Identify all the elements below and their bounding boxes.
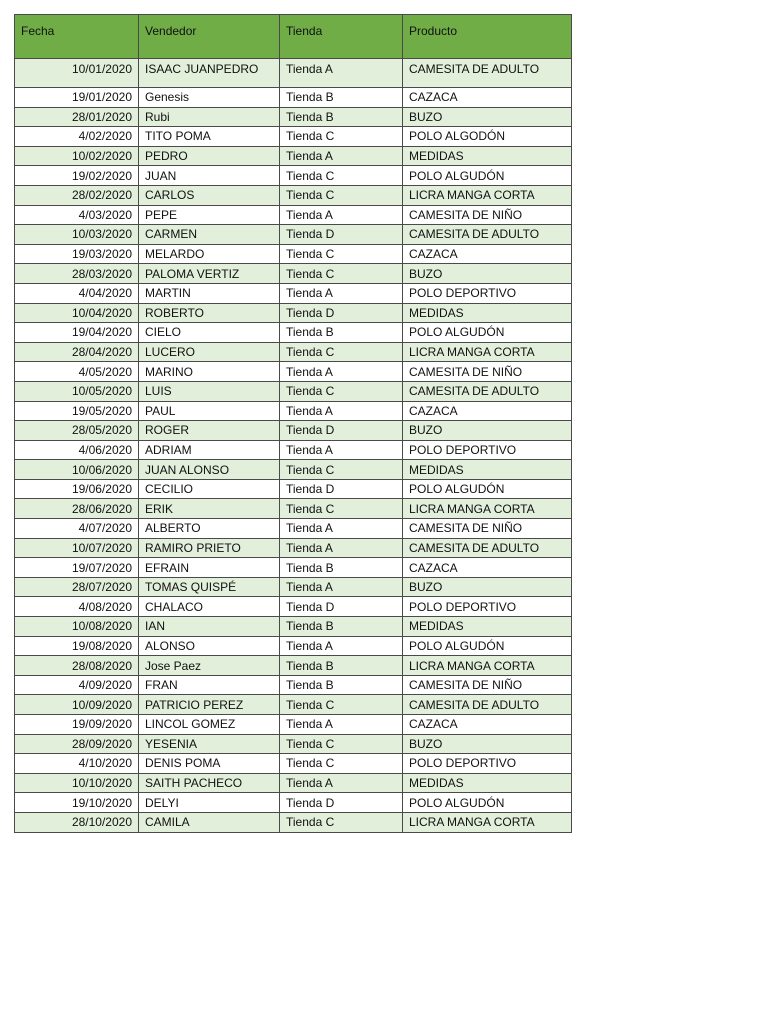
table-row xyxy=(15,754,572,774)
cell-producto[interactable]: POLO DEPORTIVO xyxy=(403,283,572,303)
cell-vendedor[interactable]: TITO POMA xyxy=(139,127,280,147)
table-row xyxy=(15,88,572,108)
cell-vendedor[interactable]: ADRIAM xyxy=(139,440,280,460)
cell-fecha[interactable]: 4/04/2020 xyxy=(15,283,139,303)
cell-tienda[interactable]: Tienda A xyxy=(280,440,403,460)
cell-vendedor[interactable]: ROGER xyxy=(139,421,280,441)
cell-vendedor[interactable]: CARMEN xyxy=(139,225,280,245)
cell-producto[interactable]: POLO ALGUDÓN xyxy=(403,479,572,499)
cell-fecha[interactable]: 28/08/2020 xyxy=(15,656,139,676)
cell-vendedor[interactable]: ALONSO xyxy=(139,636,280,656)
cell-producto[interactable]: CAMESITA DE ADULTO xyxy=(403,695,572,715)
cell-tienda[interactable]: Tienda C xyxy=(280,185,403,205)
cell-producto[interactable]: BUZO xyxy=(403,577,572,597)
table-row xyxy=(15,793,572,813)
cell-fecha[interactable]: 19/01/2020 xyxy=(15,88,139,108)
table-row xyxy=(15,675,572,695)
cell-tienda[interactable]: Tienda C xyxy=(280,734,403,754)
cell-fecha[interactable]: 4/07/2020 xyxy=(15,519,139,539)
table-row xyxy=(15,401,572,421)
cell-tienda[interactable]: Tienda B xyxy=(280,656,403,676)
cell-tienda[interactable]: Tienda A xyxy=(280,636,403,656)
cell-producto[interactable]: BUZO xyxy=(403,107,572,127)
cell-producto[interactable]: POLO ALGUDÓN xyxy=(403,323,572,343)
cell-vendedor[interactable]: ISAAC JUANPEDRO xyxy=(139,59,280,88)
cell-tienda[interactable]: Tienda C xyxy=(280,460,403,480)
cell-tienda[interactable]: Tienda C xyxy=(280,342,403,362)
table-row xyxy=(15,499,572,519)
table-row xyxy=(15,381,572,401)
cell-tienda[interactable]: Tienda D xyxy=(280,793,403,813)
cell-fecha[interactable]: 10/01/2020 xyxy=(15,59,139,88)
cell-tienda[interactable]: Tienda A xyxy=(280,519,403,539)
cell-producto[interactable]: CAMESITA DE NIÑO xyxy=(403,205,572,225)
cell-vendedor[interactable]: PEPE xyxy=(139,205,280,225)
cell-tienda[interactable]: Tienda C xyxy=(280,127,403,147)
table-row xyxy=(15,656,572,676)
table-row xyxy=(15,421,572,441)
cell-producto[interactable]: CAZACA xyxy=(403,244,572,264)
cell-vendedor[interactable]: CARLOS xyxy=(139,185,280,205)
cell-vendedor[interactable]: SAITH PACHECO xyxy=(139,773,280,793)
table-row xyxy=(15,323,572,343)
table-row xyxy=(15,264,572,284)
cell-producto[interactable]: CAZACA xyxy=(403,401,572,421)
cell-fecha[interactable]: 19/09/2020 xyxy=(15,715,139,735)
cell-fecha[interactable]: 10/09/2020 xyxy=(15,695,139,715)
cell-fecha[interactable]: 28/06/2020 xyxy=(15,499,139,519)
cell-producto[interactable]: CAZACA xyxy=(403,558,572,578)
table-row xyxy=(15,734,572,754)
cell-fecha[interactable]: 19/04/2020 xyxy=(15,323,139,343)
cell-producto[interactable]: MEDIDAS xyxy=(403,146,572,166)
table-row xyxy=(15,577,572,597)
cell-tienda[interactable]: Tienda A xyxy=(280,538,403,558)
cell-vendedor[interactable]: CAMILA xyxy=(139,812,280,832)
cell-vendedor[interactable]: ALBERTO xyxy=(139,519,280,539)
cell-fecha[interactable]: 19/05/2020 xyxy=(15,401,139,421)
cell-fecha[interactable]: 19/03/2020 xyxy=(15,244,139,264)
cell-fecha[interactable]: 28/05/2020 xyxy=(15,421,139,441)
cell-producto[interactable]: CAMESITA DE NIÑO xyxy=(403,519,572,539)
cell-fecha[interactable]: 19/02/2020 xyxy=(15,166,139,186)
table-row xyxy=(15,225,572,245)
cell-tienda[interactable]: Tienda B xyxy=(280,617,403,637)
table-row xyxy=(15,715,572,735)
cell-vendedor[interactable]: LUIS xyxy=(139,381,280,401)
cell-producto[interactable]: CAMESITA DE NIÑO xyxy=(403,675,572,695)
cell-fecha[interactable]: 28/04/2020 xyxy=(15,342,139,362)
cell-producto[interactable]: LICRA MANGA CORTA xyxy=(403,342,572,362)
cell-tienda[interactable]: Tienda C xyxy=(280,812,403,832)
table-row xyxy=(15,185,572,205)
cell-producto[interactable]: CAMESITA DE ADULTO xyxy=(403,381,572,401)
cell-tienda[interactable]: Tienda D xyxy=(280,303,403,323)
cell-vendedor[interactable]: EFRAIN xyxy=(139,558,280,578)
cell-fecha[interactable]: 19/10/2020 xyxy=(15,793,139,813)
cell-vendedor[interactable]: Rubi xyxy=(139,107,280,127)
table-row xyxy=(15,636,572,656)
sales-table xyxy=(14,14,572,833)
cell-tienda[interactable]: Tienda A xyxy=(280,577,403,597)
cell-vendedor[interactable]: TOMAS QUISPÉ xyxy=(139,577,280,597)
cell-tienda[interactable]: Tienda C xyxy=(280,264,403,284)
cell-producto[interactable]: POLO DEPORTIVO xyxy=(403,754,572,774)
cell-producto[interactable]: MEDIDAS xyxy=(403,303,572,323)
cell-vendedor[interactable]: CECILIO xyxy=(139,479,280,499)
table-body xyxy=(15,59,572,833)
cell-fecha[interactable]: 4/10/2020 xyxy=(15,754,139,774)
cell-vendedor[interactable]: MARTIN xyxy=(139,283,280,303)
cell-fecha[interactable]: 19/06/2020 xyxy=(15,479,139,499)
table-row xyxy=(15,558,572,578)
header-row xyxy=(15,15,572,59)
table-row xyxy=(15,244,572,264)
cell-producto[interactable]: LICRA MANGA CORTA xyxy=(403,499,572,519)
cell-tienda[interactable]: Tienda C xyxy=(280,166,403,186)
cell-producto[interactable]: LICRA MANGA CORTA xyxy=(403,656,572,676)
cell-producto[interactable]: BUZO xyxy=(403,264,572,284)
cell-fecha[interactable]: 4/08/2020 xyxy=(15,597,139,617)
cell-tienda[interactable]: Tienda B xyxy=(280,107,403,127)
table-row xyxy=(15,205,572,225)
cell-fecha[interactable]: 28/09/2020 xyxy=(15,734,139,754)
cell-vendedor[interactable]: IAN xyxy=(139,617,280,637)
cell-fecha[interactable]: 10/10/2020 xyxy=(15,773,139,793)
cell-vendedor[interactable]: ERIK xyxy=(139,499,280,519)
cell-producto[interactable]: LICRA MANGA CORTA xyxy=(403,812,572,832)
cell-tienda[interactable]: Tienda A xyxy=(280,205,403,225)
header-tienda[interactable]: Tienda xyxy=(280,15,403,59)
table-row xyxy=(15,303,572,323)
table-row xyxy=(15,597,572,617)
cell-tienda[interactable]: Tienda D xyxy=(280,597,403,617)
table-row xyxy=(15,127,572,147)
table-row xyxy=(15,440,572,460)
cell-producto[interactable]: MEDIDAS xyxy=(403,773,572,793)
table-row xyxy=(15,283,572,303)
cell-tienda[interactable]: Tienda B xyxy=(280,323,403,343)
cell-fecha[interactable]: 4/09/2020 xyxy=(15,675,139,695)
cell-tienda[interactable]: Tienda C xyxy=(280,754,403,774)
cell-fecha[interactable]: 10/04/2020 xyxy=(15,303,139,323)
cell-fecha[interactable]: 4/06/2020 xyxy=(15,440,139,460)
cell-fecha[interactable]: 28/07/2020 xyxy=(15,577,139,597)
cell-vendedor[interactable]: YESENIA xyxy=(139,734,280,754)
cell-vendedor[interactable]: JUAN ALONSO xyxy=(139,460,280,480)
cell-tienda[interactable]: Tienda A xyxy=(280,773,403,793)
table-row xyxy=(15,107,572,127)
cell-fecha[interactable]: 10/02/2020 xyxy=(15,146,139,166)
cell-vendedor[interactable]: DENIS POMA xyxy=(139,754,280,774)
table-row xyxy=(15,362,572,382)
cell-vendedor[interactable]: PAUL xyxy=(139,401,280,421)
cell-tienda[interactable]: Tienda C xyxy=(280,695,403,715)
header-producto[interactable]: Producto xyxy=(403,15,572,59)
cell-vendedor[interactable]: Jose Paez xyxy=(139,656,280,676)
cell-fecha[interactable]: 28/01/2020 xyxy=(15,107,139,127)
table-row xyxy=(15,695,572,715)
cell-vendedor[interactable]: LUCERO xyxy=(139,342,280,362)
cell-fecha[interactable]: 28/10/2020 xyxy=(15,812,139,832)
table-row xyxy=(15,166,572,186)
cell-tienda[interactable]: Tienda C xyxy=(280,381,403,401)
cell-fecha[interactable]: 4/03/2020 xyxy=(15,205,139,225)
cell-tienda[interactable]: Tienda B xyxy=(280,88,403,108)
table-row xyxy=(15,773,572,793)
table-row xyxy=(15,479,572,499)
cell-producto[interactable]: BUZO xyxy=(403,734,572,754)
cell-fecha[interactable]: 28/02/2020 xyxy=(15,185,139,205)
table-row xyxy=(15,146,572,166)
cell-vendedor[interactable]: MELARDO xyxy=(139,244,280,264)
cell-vendedor[interactable]: FRAN xyxy=(139,675,280,695)
cell-tienda[interactable]: Tienda A xyxy=(280,715,403,735)
cell-vendedor[interactable]: PALOMA VERTIZ xyxy=(139,264,280,284)
cell-fecha[interactable]: 10/03/2020 xyxy=(15,225,139,245)
cell-fecha[interactable]: 10/05/2020 xyxy=(15,381,139,401)
cell-vendedor[interactable]: RAMIRO PRIETO xyxy=(139,538,280,558)
cell-vendedor[interactable]: PATRICIO PEREZ xyxy=(139,695,280,715)
cell-tienda[interactable]: Tienda A xyxy=(280,59,403,88)
cell-fecha[interactable]: 4/02/2020 xyxy=(15,127,139,147)
table-row xyxy=(15,519,572,539)
cell-producto[interactable]: LICRA MANGA CORTA xyxy=(403,185,572,205)
cell-vendedor[interactable]: PEDRO xyxy=(139,146,280,166)
cell-producto[interactable]: BUZO xyxy=(403,421,572,441)
cell-producto[interactable]: POLO ALGUDÓN xyxy=(403,636,572,656)
cell-producto[interactable]: MEDIDAS xyxy=(403,460,572,480)
table-row xyxy=(15,460,572,480)
cell-vendedor[interactable]: DELYI xyxy=(139,793,280,813)
cell-tienda[interactable]: Tienda D xyxy=(280,479,403,499)
cell-tienda[interactable]: Tienda D xyxy=(280,421,403,441)
cell-fecha[interactable]: 19/07/2020 xyxy=(15,558,139,578)
header-vendedor[interactable]: Vendedor xyxy=(139,15,280,59)
cell-tienda[interactable]: Tienda B xyxy=(280,675,403,695)
cell-producto[interactable]: MEDIDAS xyxy=(403,617,572,637)
table-row xyxy=(15,59,572,88)
cell-producto[interactable]: POLO DEPORTIVO xyxy=(403,597,572,617)
table-row xyxy=(15,342,572,362)
cell-tienda[interactable]: Tienda D xyxy=(280,225,403,245)
header-fecha[interactable]: Fecha xyxy=(15,15,139,59)
cell-fecha[interactable]: 10/06/2020 xyxy=(15,460,139,480)
cell-producto[interactable]: POLO DEPORTIVO xyxy=(403,440,572,460)
cell-producto[interactable]: CAZACA xyxy=(403,88,572,108)
table-header xyxy=(15,15,572,59)
cell-tienda[interactable]: Tienda A xyxy=(280,401,403,421)
cell-fecha[interactable]: 10/07/2020 xyxy=(15,538,139,558)
cell-tienda[interactable]: Tienda B xyxy=(280,558,403,578)
cell-producto[interactable]: CAMESITA DE ADULTO xyxy=(403,538,572,558)
cell-producto[interactable]: CAMESITA DE NIÑO xyxy=(403,362,572,382)
cell-producto[interactable]: POLO ALGUDÓN xyxy=(403,166,572,186)
cell-tienda[interactable]: Tienda C xyxy=(280,244,403,264)
cell-producto[interactable]: CAZACA xyxy=(403,715,572,735)
cell-fecha[interactable]: 10/08/2020 xyxy=(15,617,139,637)
cell-vendedor[interactable]: Genesis xyxy=(139,88,280,108)
cell-fecha[interactable]: 4/05/2020 xyxy=(15,362,139,382)
cell-tienda[interactable]: Tienda A xyxy=(280,146,403,166)
cell-vendedor[interactable]: CIELO xyxy=(139,323,280,343)
cell-vendedor[interactable]: CHALACO xyxy=(139,597,280,617)
cell-vendedor[interactable]: MARINO xyxy=(139,362,280,382)
table-row xyxy=(15,617,572,637)
cell-tienda[interactable]: Tienda C xyxy=(280,499,403,519)
cell-producto[interactable]: POLO ALGUDÓN xyxy=(403,793,572,813)
cell-vendedor[interactable]: ROBERTO xyxy=(139,303,280,323)
table-row xyxy=(15,538,572,558)
cell-producto[interactable]: CAMESITA DE ADULTO xyxy=(403,59,572,88)
cell-tienda[interactable]: Tienda A xyxy=(280,362,403,382)
cell-producto[interactable]: POLO ALGODÓN xyxy=(403,127,572,147)
cell-producto[interactable]: CAMESITA DE ADULTO xyxy=(403,225,572,245)
cell-vendedor[interactable]: LINCOL GOMEZ xyxy=(139,715,280,735)
cell-fecha[interactable]: 28/03/2020 xyxy=(15,264,139,284)
cell-fecha[interactable]: 19/08/2020 xyxy=(15,636,139,656)
table-row xyxy=(15,812,572,832)
cell-vendedor[interactable]: JUAN xyxy=(139,166,280,186)
cell-tienda[interactable]: Tienda A xyxy=(280,283,403,303)
